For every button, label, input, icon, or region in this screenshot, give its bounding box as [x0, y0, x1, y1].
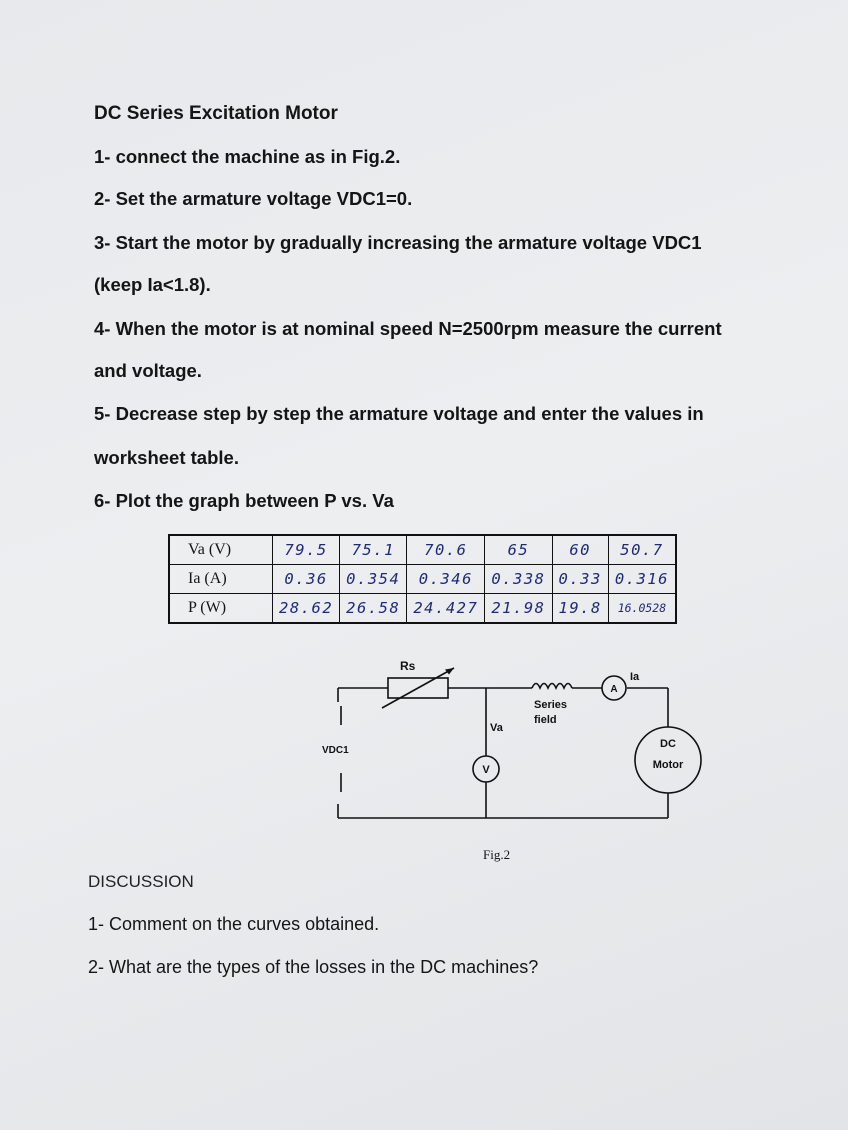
series-field-coil	[532, 684, 572, 689]
voltmeter-label: V	[482, 764, 490, 776]
discussion-heading: DISCUSSION	[88, 872, 194, 891]
step-1: 1- connect the machine as in Fig.2.	[94, 146, 401, 167]
rheostat-arrow	[382, 668, 454, 708]
motor-label: Motor	[652, 759, 684, 771]
circuit-diagram	[300, 650, 720, 840]
step-4: 4- When the motor is at nominal speed N=2500rpm measure the current	[94, 318, 722, 339]
table-row-power	[169, 594, 676, 624]
step-3: 3- Start the motor by gradually increasing the armature voltage VDC1	[94, 232, 702, 253]
discussion-question-1: 1- Comment on the curves obtained.	[88, 914, 380, 934]
worksheet-table	[168, 534, 677, 624]
step-5-continued: worksheet table.	[94, 447, 239, 468]
table-cell: 24.427	[407, 594, 485, 624]
step-3-continued: (keep Ia<1.8).	[94, 274, 211, 295]
table-cell: 0.36	[273, 565, 340, 594]
row-label-current: Ia (A)	[169, 565, 273, 594]
table-cell: 16.0528	[608, 594, 676, 624]
table-cell: 0.346	[407, 565, 485, 594]
ammeter-label: A	[610, 684, 618, 695]
table-cell: 50.7	[608, 535, 676, 565]
table-cell: 79.5	[273, 535, 340, 565]
table-cell: 0.338	[485, 565, 552, 594]
step-2: 2- Set the armature voltage VDC1=0.	[94, 188, 413, 209]
table-cell: 70.6	[407, 535, 485, 565]
series-field-label: Series	[534, 699, 568, 711]
rs-label: Rs	[400, 659, 416, 673]
table-cell: 21.98	[485, 594, 552, 624]
step-6: 6- Plot the graph between P vs. Va	[94, 490, 394, 511]
motor-label: DC	[660, 738, 676, 750]
rheostat-arrowhead	[445, 668, 454, 675]
table-cell: 75.1	[340, 535, 407, 565]
table-cell: 26.58	[340, 594, 407, 624]
step-4-continued: and voltage.	[94, 360, 202, 381]
table-cell: 0.316	[608, 565, 676, 594]
series-field-label: field	[534, 714, 557, 726]
discussion-question-2: 2- What are the types of the losses in the DC machines?	[88, 957, 539, 977]
table-row-current	[169, 565, 676, 594]
table-cell: 65	[485, 535, 552, 565]
table-row-voltage	[169, 535, 676, 565]
figure-caption: Fig.2	[483, 847, 511, 862]
table-cell: 28.62	[273, 594, 340, 624]
table-cell: 0.354	[340, 565, 407, 594]
vdc1-label: VDC1	[322, 745, 349, 756]
row-label-power: P (W)	[169, 594, 273, 624]
table-cell: 0.33	[552, 565, 608, 594]
step-5: 5- Decrease step by step the armature voltage and enter the values in	[94, 403, 704, 424]
table-cell: 60	[552, 535, 608, 565]
table-cell: 19.8	[552, 594, 608, 624]
row-label-voltage: Va (V)	[169, 535, 273, 565]
va-label: Va	[490, 722, 503, 734]
ia-label: Ia	[630, 671, 640, 683]
document-title: DC Series Excitation Motor	[94, 103, 338, 124]
